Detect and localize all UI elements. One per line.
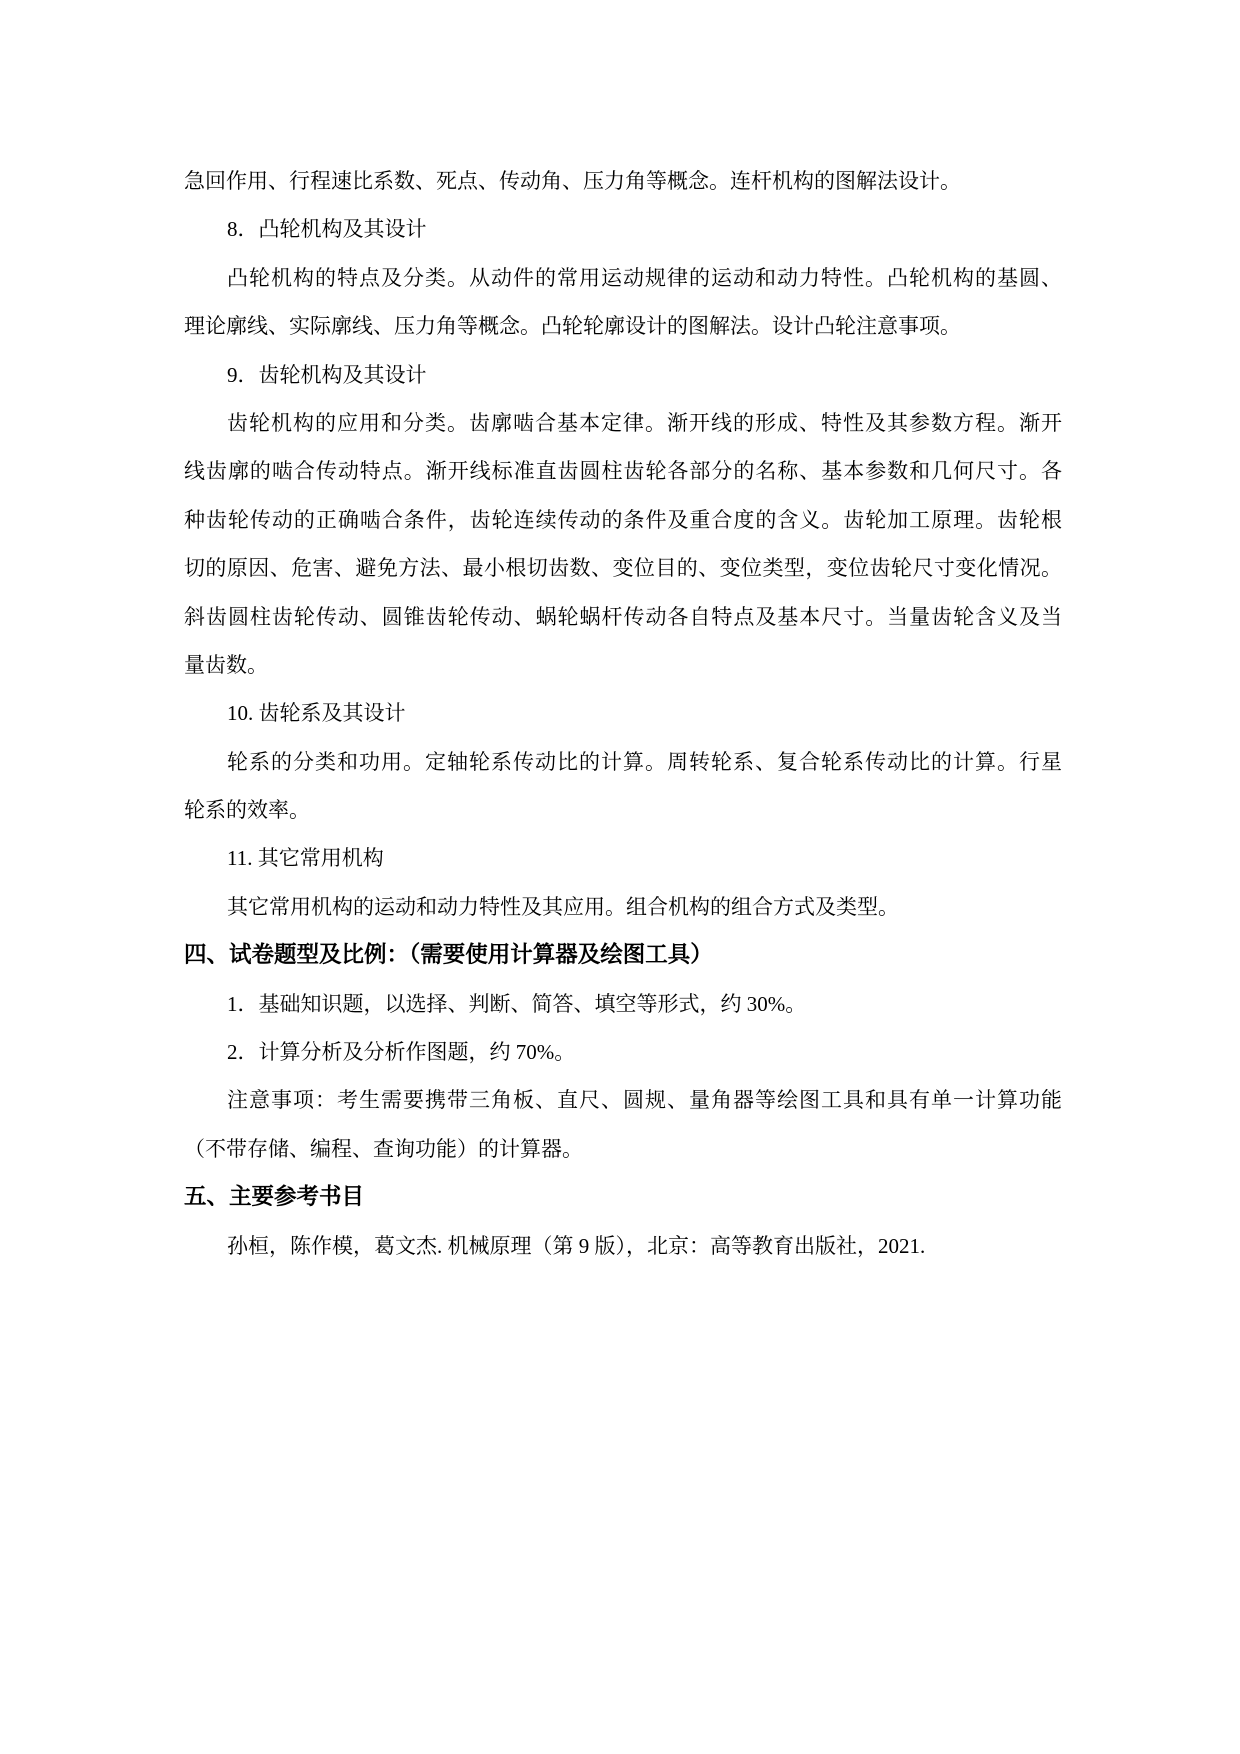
paragraph-line: 其它常用机构的运动和动力特性及其应用。组合机构的组合方式及类型。 (227, 894, 899, 919)
reference-entry: 孙桓，陈作模，葛文杰. 机械原理（第 9 版），北京：高等教育出版社，2021. (227, 1233, 926, 1258)
paragraph-line: 量齿数。 (184, 652, 268, 677)
paragraph-line: （不带存储、编程、查询功能）的计算器。 (184, 1136, 583, 1161)
paragraph-line: 种齿轮传动的正确啮合条件，齿轮连续传动的条件及重合度的含义。齿轮加工原理。齿轮根 (184, 507, 1062, 532)
list-item-2: 2．计算分析及分析作图题，约 70%。 (227, 1040, 576, 1065)
section-heading-exam-types: 四、试卷题型及比例：（需要使用计算器及绘图工具） (184, 942, 713, 968)
paragraph-line: 注意事项：考生需要携带三角板、直尺、圆规、量角器等绘图工具和具有单一计算功能 (227, 1088, 1062, 1113)
paragraph-line: 斜齿圆柱齿轮传动、圆锥齿轮传动、蜗轮蜗杆传动各自特点及基本尺寸。当量齿轮含义及当 (184, 604, 1062, 629)
document-content (184, 157, 1062, 1270)
subsection-heading-11: 11. 其它常用机构 (227, 846, 384, 871)
paragraph-line: 线齿廓的啮合传动特点。渐开线标准直齿圆柱齿轮各部分的名称、基本参数和几何尺寸。各 (184, 459, 1062, 484)
paragraph-line: 轮系的分类和功用。定轴轮系传动比的计算。周转轮系、复合轮系传动比的计算。行星 (227, 749, 1062, 774)
paragraph-line: 齿轮机构的应用和分类。齿廓啮合基本定律。渐开线的形成、特性及其参数方程。渐开 (227, 410, 1062, 435)
list-item-1: 1．基础知识题，以选择、判断、简答、填空等形式，约 30%。 (227, 991, 807, 1016)
paragraph-line: 理论廓线、实际廓线、压力角等概念。凸轮轮廓设计的图解法。设计凸轮注意事项。 (184, 314, 961, 339)
paragraph-line: 切的原因、危害、避免方法、最小根切齿数、变位目的、变位类型，变位齿轮尺寸变化情况。 (184, 556, 1062, 581)
paragraph-line: 轮系的效率。 (184, 798, 310, 823)
section-heading-references: 五、主要参考书目 (184, 1184, 365, 1210)
paragraph-line: 凸轮机构的特点及分类。从动件的常用运动规律的运动和动力特性。凸轮机构的基圆、 (227, 265, 1062, 290)
subsection-heading-8: 8．凸轮机构及其设计 (227, 217, 427, 242)
subsection-heading-10: 10. 齿轮系及其设计 (227, 701, 406, 726)
paragraph-line: 急回作用、行程速比系数、死点、传动角、压力角等概念。连杆机构的图解法设计。 (184, 169, 961, 193)
subsection-heading-9: 9．齿轮机构及其设计 (227, 362, 427, 387)
